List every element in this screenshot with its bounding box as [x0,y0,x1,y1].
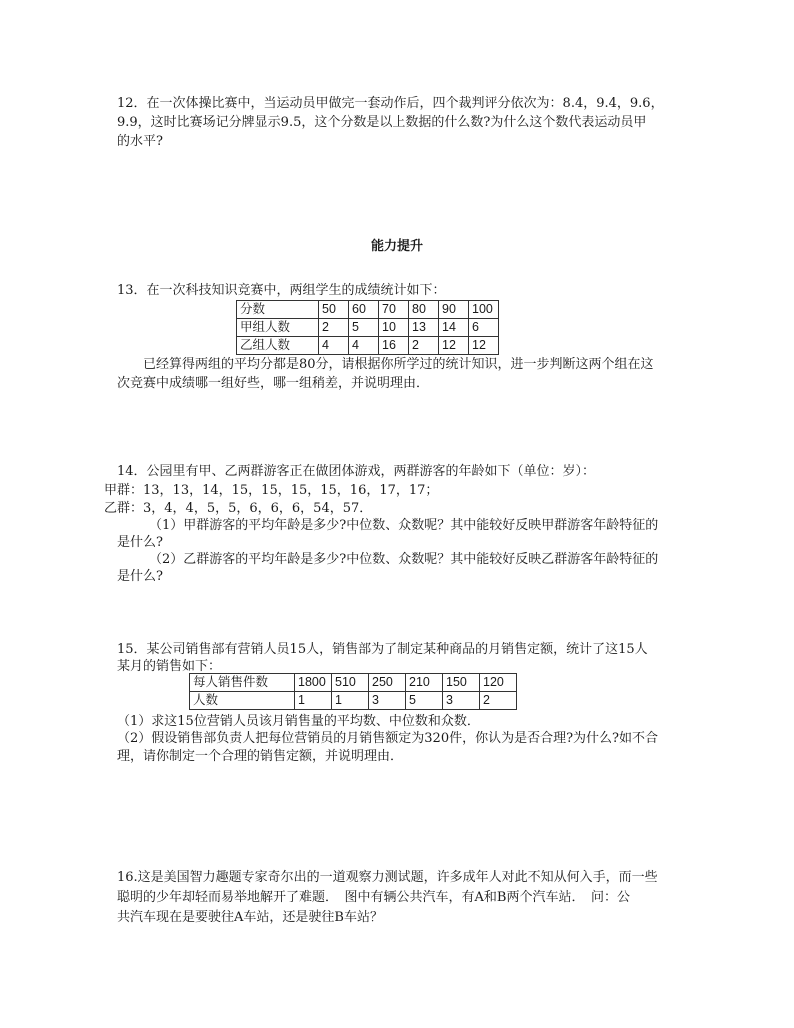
table-cell: 14 [439,319,469,337]
table-cell: 4 [349,337,379,355]
q12-line-2: 9.9，这时比赛场记分牌显示9.5，这个分数是以上数据的什么数?为什么这个数代表运动员甲 [117,115,647,130]
q14-part2-line-1: （2）乙群游客的平均年龄是多少?中位数、众数呢？其中能较好反映乙群游客年龄特征的 [149,552,659,567]
q16-line-2: 聪明的少年却轻而易举地解开了难题． 图中有辆公共汽车，有A和B两个汽车站． 问：公 [117,890,630,905]
table-cell: 13 [409,319,439,337]
table-cell: 1 [295,692,332,710]
table-cell: 100 [469,301,499,319]
table-cell: 60 [349,301,379,319]
table-cell: 120 [480,674,517,692]
q14-part1-line-2: 是什么? [117,535,163,550]
table-cell: 3 [369,692,406,710]
table-cell: 510 [332,674,369,692]
table-cell: 乙组人数 [237,337,319,355]
q16-line-3: 共汽车现在是要驶往A车站，还是驶往B车站？ [117,910,383,925]
q14-intro: 14．公园里有甲、乙两群游客正在做团体游戏，两群游客的年龄如下（单位：岁）： [117,464,596,479]
table-cell: 每人销售件数 [190,674,295,692]
q12-line-3: 的水平? [117,134,163,149]
table-cell: 210 [406,674,443,692]
table-cell: 12 [439,337,469,355]
table-row [237,301,499,319]
table-cell: 1800 [295,674,332,692]
table-cell: 16 [379,337,409,355]
table-cell: 2 [409,337,439,355]
table-cell: 1 [332,692,369,710]
table-row [237,337,499,355]
table-cell: 250 [369,674,406,692]
table-row [190,692,517,710]
table-cell: 70 [379,301,409,319]
table-cell: 5 [406,692,443,710]
table-row [237,319,499,337]
q15-line-1: 15．某公司销售部有营销人员15人，销售部为了制定某种商品的月销售定额，统计了这15人 [117,642,648,657]
q15-part2-line-2: 理，请你制定一个合理的销售定额，并说明理由． [117,749,404,764]
table-cell: 2 [480,692,517,710]
table-cell: 甲组人数 [237,319,319,337]
q13-intro: 13．在一次科技知识竞赛中，两组学生的成绩统计如下： [117,283,446,298]
q14-part1-line-1: （1）甲群游客的平均年龄是多少?中位数、众数呢？其中能较好反映甲群游客年龄特征的 [149,518,659,533]
table-cell: 50 [319,301,349,319]
table-cell: 80 [409,301,439,319]
table-cell: 4 [319,337,349,355]
q13-line-1: 已经算得两组的平均分都是80分，请根据你所学过的统计知识，进一步判断这两个组在这 [143,357,654,372]
table-row [190,674,517,692]
q15-part1: （1）求这15位营销人员该月销售量的平均数、中位数和众数． [117,714,480,729]
table-cell: 6 [469,319,499,337]
q15-sales-table [189,673,517,710]
q14-group-b: 乙群：3，4，4，5，5，6，6，6，54，57． [104,501,373,516]
table-cell: 分数 [237,301,319,319]
q15-part2-line-1: （2）假设销售部负责人把每位营销员的月销售额定为320件，你认为是否合理?为什么?如不合 [117,731,659,746]
q16-line-1: 16.这是美国智力趣题专家奇尔出的一道观察力测试题，许多成年人对此不知从何入手，而一些 [117,870,658,885]
table-cell: 10 [379,319,409,337]
q15-line-2: 某月的销售如下： [117,659,222,674]
table-cell: 150 [443,674,480,692]
table-cell: 12 [469,337,499,355]
table-cell: 5 [349,319,379,337]
q13-line-2: 次竞赛中成绩哪一组好些，哪一组稍差，并说明理由． [117,376,430,391]
table-cell: 90 [439,301,469,319]
q12-line-1: 12．在一次体操比赛中，当运动员甲做完一套动作后，四个裁判评分依次为：8.4，9.4，9.6， [117,96,664,111]
q14-part2-line-2: 是什么? [117,569,163,584]
section-title: 能力提升 [370,239,423,254]
table-cell: 人数 [190,692,295,710]
table-cell: 2 [319,319,349,337]
table-cell: 3 [443,692,480,710]
q13-score-table [236,300,499,355]
q14-group-a: 甲群：13，13，14，15，15，15，15，16，17，17； [104,483,439,498]
